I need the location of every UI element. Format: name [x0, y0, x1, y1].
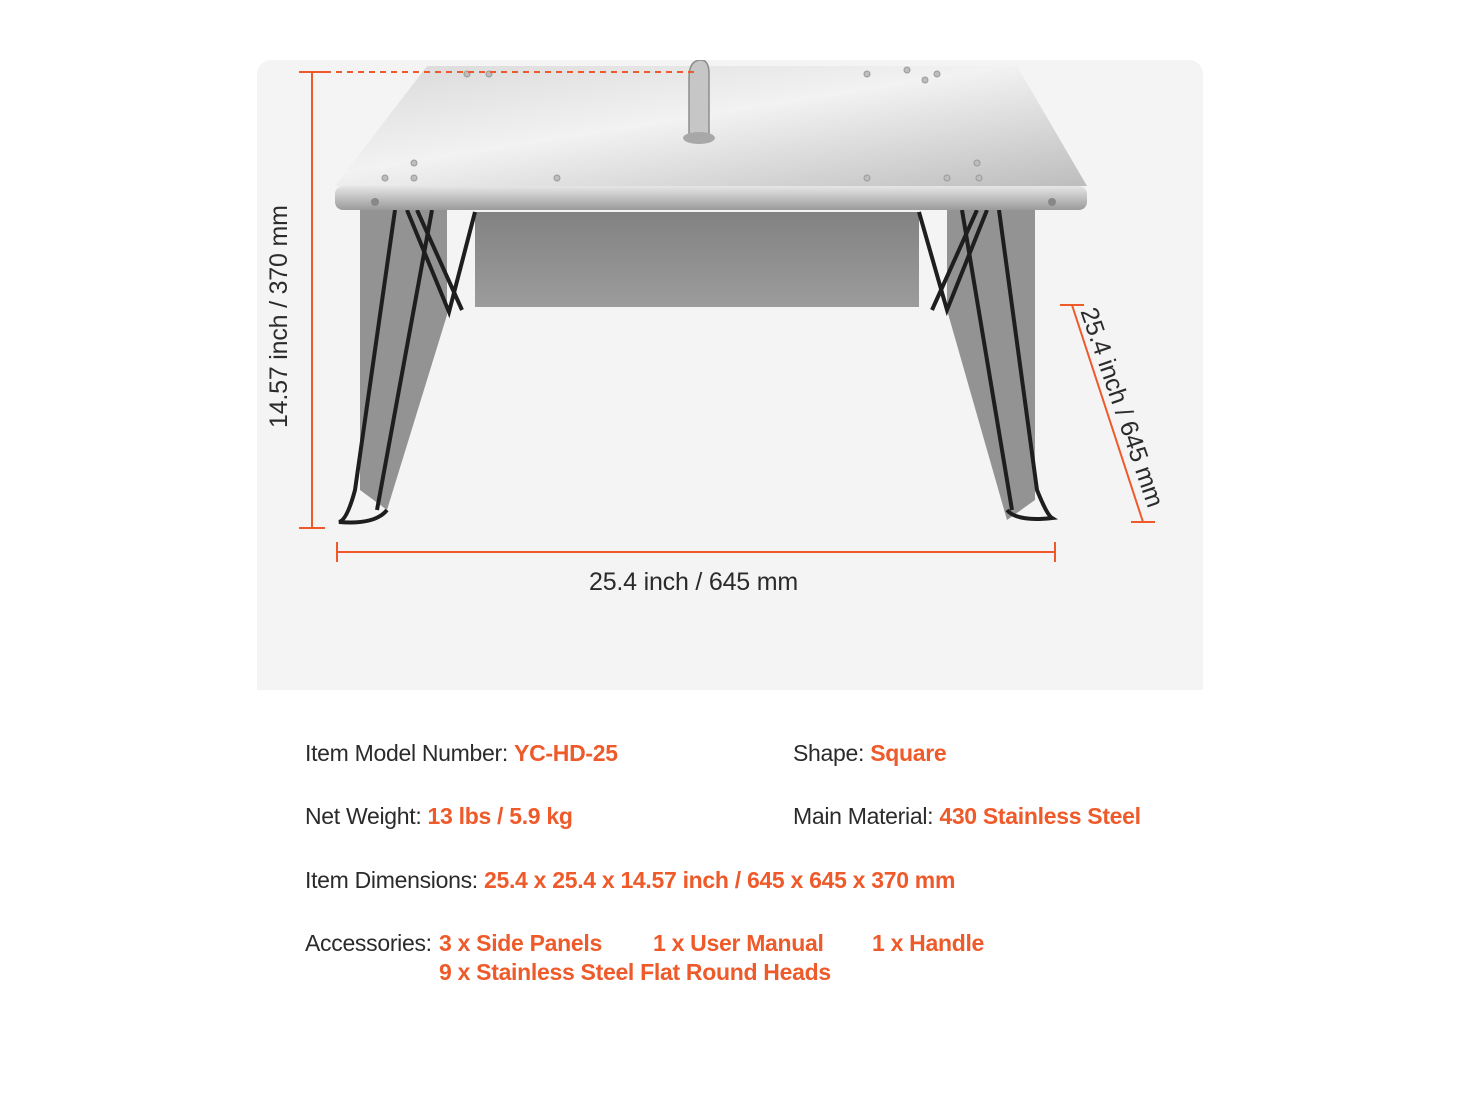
- height-dimension-label: 14.57 inch / 370 mm: [265, 205, 293, 428]
- product-photo: [257, 60, 1203, 690]
- accessory-item: 9 x Stainless Steel Flat Round Heads: [439, 959, 831, 985]
- table-rim: [335, 186, 1087, 210]
- table-top: [335, 66, 1087, 186]
- accessory-item: 1 x User Manual: [653, 930, 824, 956]
- front-panel: [475, 212, 919, 307]
- spec-accessories: Accessories:: [305, 930, 432, 956]
- accessory-item: 3 x Side Panels: [439, 930, 602, 956]
- spec-model: Item Model Number: YC-HD-25: [305, 740, 618, 766]
- accessory-item: 1 x Handle: [872, 930, 985, 956]
- spec-dimensions: Item Dimensions: 25.4 x 25.4 x 14.57 inch / 645 x 645 x 370 mm: [305, 867, 956, 893]
- width-dimension-label: 25.4 inch / 645 mm: [589, 568, 799, 596]
- spec-material: Main Material: 430 Stainless Steel: [793, 803, 1141, 829]
- spec-weight: Net Weight: 13 lbs / 5.9 kg: [305, 803, 573, 829]
- depth-dimension-label: 25.4 inch / 645 mm: [1074, 304, 1170, 511]
- spec-shape: Shape: Square: [793, 740, 947, 766]
- product-card: [257, 60, 1203, 1038]
